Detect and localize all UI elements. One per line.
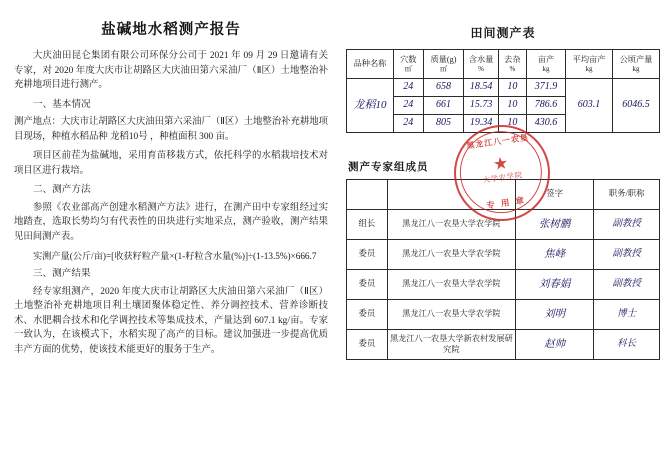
cell-holes: 24 xyxy=(393,115,423,133)
yield-formula: 实测产量(公斤/亩)=[收获籽粒产量×(1-籽粒含水量(%)]÷(1-13.5%)×666.7 xyxy=(33,250,317,261)
report-paragraph-method: 参照《农业部高产创建水稻测产方法》进行，在测产田中专家组经过实地踏查，选取长势均匀有代表性的田块进行实地采点，测产验收，测产结果见田间测产表。 xyxy=(14,202,328,242)
seal-star-icon: ★ xyxy=(491,153,510,175)
cell-hectare-yield: 6046.5 xyxy=(613,79,660,133)
cell-mass: 658 xyxy=(423,79,464,97)
expert-header-role xyxy=(347,180,388,210)
expert-signature: 刘春娟 xyxy=(516,270,594,300)
report-paragraph-intro: 大庆油田昆仑集团有限公司环保分公司于 2021 年 09 月 29 日邀请有关专家，对 2020 年度大庆市让胡路区大庆油田第六采油厂（Ⅱ区）土地整治补充耕地项目进行测产。 xyxy=(14,51,328,91)
table-row xyxy=(347,240,660,270)
table-row xyxy=(347,330,660,360)
report-paragraph-location: 测产地点：大庆市让胡路区大庆油田第六采油厂（Ⅱ区）土地整治补充耕地项目现场，种植水稻品种 龙稻10号 ，种植面积 300 亩。 xyxy=(14,117,328,142)
expert-unit: 黑龙江八一农垦大学农学院 xyxy=(387,210,515,240)
expert-signature: 赵帅 xyxy=(516,330,594,360)
expert-role: 委员 xyxy=(347,300,388,330)
header-hectare-yield: 公顷产量 kg xyxy=(613,50,660,79)
cell-holes: 24 xyxy=(393,97,423,115)
section-heading-basic: 一、基本情况 xyxy=(33,98,91,110)
expert-role: 委员 xyxy=(347,330,388,360)
expert-header-signature: 签字 xyxy=(516,180,594,210)
expert-title: 副教授 xyxy=(594,240,660,270)
cell-yield-mu: 786.6 xyxy=(526,97,565,115)
cell-moisture: 18.54 xyxy=(464,79,498,97)
cell-mass: 805 xyxy=(423,115,464,133)
header-mass: 质量(g) ㎡ xyxy=(423,50,464,79)
cell-yield-mu: 430.6 xyxy=(526,115,565,133)
seal-bottom-text: 专 用 章 xyxy=(485,194,527,211)
page-title: 盐碱地水稻测产报告 xyxy=(101,22,241,38)
report-paragraph-condition: 项目区前茬为盐碱地，采用育苗移栽方式，依托科学的水稻栽培技术对项目区进行栽培。 xyxy=(14,151,328,176)
cell-impurity: 10 xyxy=(498,115,526,133)
expert-section xyxy=(346,132,660,360)
expert-role: 委员 xyxy=(347,240,388,270)
cell-impurity: 10 xyxy=(498,97,526,115)
expert-header-title: 职务/职称 xyxy=(594,180,660,210)
tables-column xyxy=(340,0,670,450)
expert-title: 博士 xyxy=(594,300,660,330)
expert-header-unit xyxy=(387,180,515,210)
expert-unit: 黑龙江八一农垦大学农学院 xyxy=(387,300,515,330)
expert-table-title: 测产专家组成员 xyxy=(348,162,429,173)
expert-role: 组长 xyxy=(347,210,388,240)
cell-avg-yield: 603.1 xyxy=(566,79,613,133)
expert-unit: 黑龙江八一农垦大学农学院 xyxy=(387,240,515,270)
expert-title: 副教授 xyxy=(594,210,660,240)
field-measurement-table xyxy=(346,49,660,133)
expert-unit: 黑龙江八一农垦大学农学院 xyxy=(387,270,515,300)
seal-top-text: 黑龙江八一农垦 xyxy=(465,132,530,151)
cell-holes: 24 xyxy=(393,79,423,97)
cell-impurity: 10 xyxy=(498,79,526,97)
table-row xyxy=(347,300,660,330)
expert-signature: 刘明 xyxy=(516,300,594,330)
seal-mid-text: 大学农学院 xyxy=(482,170,524,185)
table-header-row xyxy=(347,50,660,79)
cell-mass: 661 xyxy=(423,97,464,115)
field-table-title: 田间测产表 xyxy=(470,26,536,40)
expert-title: 副教授 xyxy=(594,270,660,300)
cell-yield-mu: 371.9 xyxy=(526,79,565,97)
header-moisture: 含水量 % xyxy=(464,50,498,79)
table-row xyxy=(347,210,660,240)
header-impurity: 去杂 % xyxy=(498,50,526,79)
table-row xyxy=(347,270,660,300)
expert-signature: 张树鹏 xyxy=(516,210,594,240)
expert-role: 委员 xyxy=(347,270,388,300)
cell-variety: 龙稻10 xyxy=(347,79,394,133)
expert-header-row xyxy=(347,180,660,210)
report-paragraph-result: 经专家组测产，2020 年度大庆市让胡路区大庆油田第六采油厂（Ⅱ区）土地整治补充耕地项目利土壤团聚体稳定性、养分调控技术、营养诊断技术、水肥耦合技术和化学调控技术等集成技术，产量达到 607.1 kg/亩。专家一致认为，在该模式下，水稻实现了高产的目标。建议加强进一步提高优质丰产方面的优势，使该技术能更好的服务于生产。 xyxy=(14,286,328,356)
header-yield-mu: 亩产 kg xyxy=(526,50,565,79)
cell-moisture: 15.73 xyxy=(464,97,498,115)
section-heading-method: 二、测产方法 xyxy=(33,184,91,196)
expert-signature: 焦峰 xyxy=(516,240,594,270)
expert-unit: 黑龙江八一农垦大学新农村发展研究院 xyxy=(387,330,515,360)
expert-members-table xyxy=(346,179,660,360)
section-heading-result: 三、测产结果 xyxy=(33,268,91,280)
header-holes: 穴数 ㎡ xyxy=(393,50,423,79)
header-variety: 品种名称 xyxy=(347,50,394,79)
cell-moisture: 19.34 xyxy=(464,115,498,133)
header-avg-yield: 平均亩产 kg xyxy=(566,50,613,79)
expert-title: 科长 xyxy=(594,330,660,360)
table-row xyxy=(347,79,660,97)
